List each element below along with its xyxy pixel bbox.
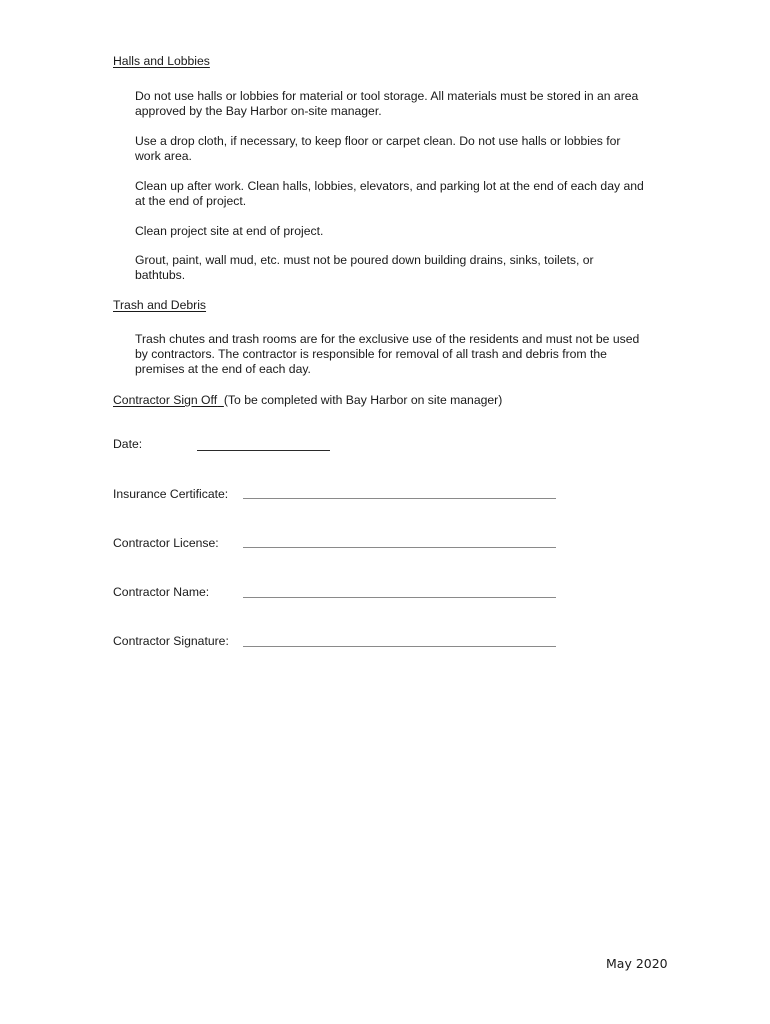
date-label: Date: — [113, 437, 143, 451]
halls-rule-drop-cloth: Use a drop cloth, if necessary, to keep floor or carpet clean. Do not use halls or lobbies for work area. — [135, 134, 621, 163]
contractor-name-blank[interactable] — [243, 597, 556, 598]
contractor-license-blank[interactable] — [243, 547, 556, 548]
halls-and-lobbies-heading: Halls and Lobbies — [113, 54, 210, 68]
contractor-signature-blank[interactable] — [243, 646, 556, 647]
contractor-signature-label: Contractor Signature: — [113, 634, 229, 648]
footer-date: May 2020 — [606, 956, 668, 971]
trash-and-debris-heading: Trash and Debris — [113, 298, 207, 312]
halls-rule-storage: Do not use halls or lobbies for material or tool storage. All materials must be stored in an area approved by the Bay Harbor on-site manager. — [135, 89, 639, 118]
contractor-license-label: Contractor License: — [113, 536, 219, 550]
halls-rule-project-site: Clean project site at end of project. — [135, 224, 324, 238]
contractor-name-label: Contractor Name: — [113, 585, 210, 599]
halls-rule-cleanup: Clean up after work. Clean halls, lobbies, elevators, and parking lot at the end of each day and at the end of project. — [135, 179, 644, 208]
trash-rule: Trash chutes and trash rooms are for the exclusive use of the residents and must not be used by contractors. The contractor is responsible for removal of all trash and debris from the premises at the end of each day. — [135, 332, 640, 376]
insurance-certificate-label: Insurance Certificate: — [113, 487, 229, 501]
contractor-sign-off-underline-gap — [217, 393, 224, 407]
contractor-sign-off-heading: Contractor Sign Off — [113, 393, 218, 407]
date-blank[interactable] — [197, 450, 330, 451]
halls-rule-drains: Grout, paint, wall mud, etc. must not be poured down building drains, sinks, toilets, or bathtubs. — [135, 253, 594, 282]
contractor-sign-off-line — [113, 393, 502, 408]
contractor-sign-off-note: (To be completed with Bay Harbor on site manager) — [223, 393, 503, 407]
insurance-certificate-blank[interactable] — [243, 498, 556, 499]
